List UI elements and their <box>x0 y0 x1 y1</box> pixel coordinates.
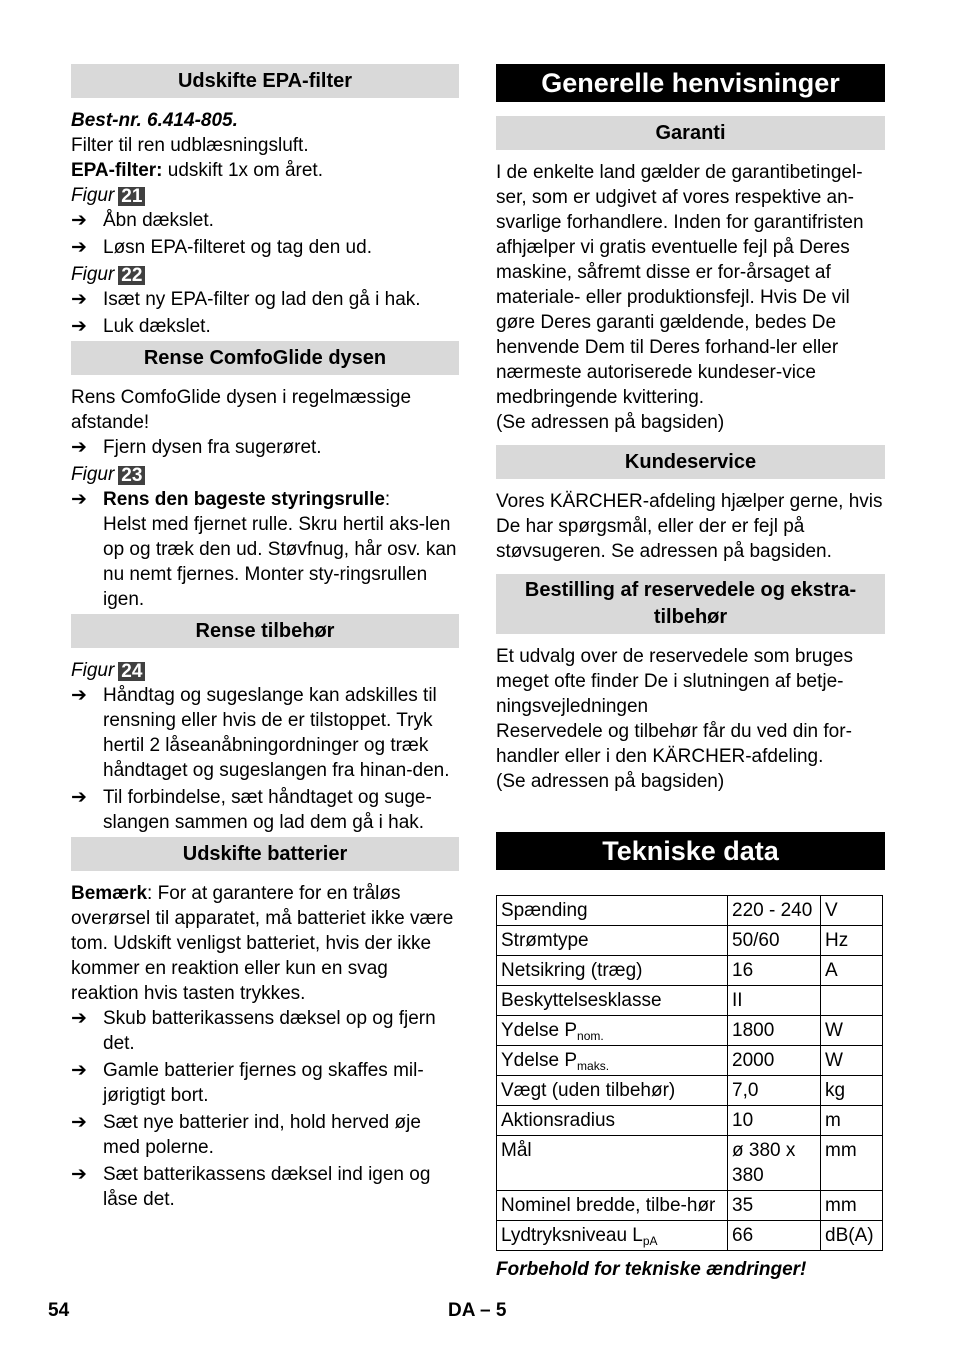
right-column <box>496 64 885 1282</box>
parts-text-1: Et udvalg over de reservedele som bruges meget ofte finder De i slutningen af betje-ningsvejledningen <box>496 646 853 717</box>
figure-label: Figur <box>71 264 115 285</box>
figure-ref <box>71 658 459 683</box>
list-item: ➔ Gamle batterier fjernes og skaffes mil-jørigtigt bort. <box>71 1060 424 1106</box>
arrow-right-icon: ➔ <box>71 1112 87 1133</box>
table-cell-value: II <box>728 986 821 1016</box>
list-item: ➔ Fjern dysen fra sugerøret. <box>71 437 322 458</box>
chapter-title-tech: Tekniske data <box>496 832 885 870</box>
table-cell-unit: mm <box>821 1191 883 1221</box>
list-item: ➔ Isæt ny EPA-filter og lad den gå i hak. <box>71 289 421 310</box>
table-cell-unit: kg <box>821 1076 883 1106</box>
table-cell-label: Aktionsradius <box>497 1106 728 1136</box>
table-cell-unit: V <box>821 896 883 926</box>
table-cell-label: Ydelse $P_{maks.}$ <box>497 1046 728 1076</box>
arrow-right-icon: ➔ <box>71 1164 87 1185</box>
arrow-right-icon: ➔ <box>71 1008 87 1029</box>
figure-ref <box>71 262 459 287</box>
table-cell-unit: Hz <box>821 926 883 956</box>
comfoglide-intro: Rens ComfoGlide dysen i regelmæssige afstande! <box>71 387 412 433</box>
figure-ref <box>71 183 459 208</box>
parts-text-2: Reservedele og tilbehør får du ved din for-handler eller i den KÄRCHER-afdeling. <box>496 721 852 767</box>
arrow-right-icon: ➔ <box>71 316 87 337</box>
list-item: ➔ Sæt nye batterier ind, hold herved øje med polerne. <box>71 1112 421 1158</box>
figure-ref <box>71 462 459 487</box>
list-item: ➔ Sæt batterikassens dæksel ind igen og låse det. <box>71 1164 431 1210</box>
list-item: ➔ Håndtag og sugeslange kan adskilles til rensning eller hvis de er tilstoppet. Tryk hertil 2 låseanåbningordninger og træk håndtaget og sugeslangen fra hinan-den. <box>71 685 450 781</box>
arrow-right-icon: ➔ <box>71 289 87 310</box>
tech-data-table <box>496 895 883 1251</box>
table-cell-label: Lydtryksniveau $L_{pA}$ <box>497 1221 728 1251</box>
table-row <box>497 1046 883 1076</box>
table-cell-value: 7,0 <box>728 1076 821 1106</box>
list-item: ➔ Åbn dækslet. <box>71 210 214 231</box>
section-title-batteries: Udskifte batterier <box>71 837 459 871</box>
battery-note: Bemærk: For at garantere for en tråløs overørsel til apparatet, må batteriet ikke være tom. Udskift venligst batteriet, hvis der ikke kommer en reaktion eller kun en svag reaktion hvis tasten trykkes. <box>71 883 454 1004</box>
table-row <box>497 1221 883 1251</box>
service-text: Vores KÄRCHER-afdeling hjælper gerne, hvis De har spørgsmål, eller der er fejl på støvsugeren. Se adressen på bagsiden. <box>496 491 883 562</box>
table-cell-unit: m <box>821 1106 883 1136</box>
table-cell-unit: dB(A) <box>821 1221 883 1251</box>
list-item: ➔ Løsn EPA-filteret og tag den ud. <box>71 237 372 258</box>
order-number: Best-nr. 6.414-805. <box>71 110 238 131</box>
arrow-right-icon: ➔ <box>71 437 87 458</box>
table-cell-value: 2000 <box>728 1046 821 1076</box>
arrow-right-icon: ➔ <box>71 1060 87 1081</box>
figure-number-badge: 22 <box>118 266 145 285</box>
language-page-label: DA – 5 <box>448 1300 507 1321</box>
list-item: ➔ Rens den bageste styringsrulle: Helst med fjernet rulle. Skru hertil aks-len op og træk den ud. Støvfnug, hår osv. kan nu nemt fjernes. Monter sty-ringsrullen igen. <box>71 489 457 610</box>
table-row <box>497 1016 883 1046</box>
section-title-accessories: Rense tilbehør <box>71 614 459 648</box>
table-cell-value: ø 380 x 380 <box>728 1136 821 1191</box>
accessories-steps <box>71 683 459 835</box>
warranty-address-note: (Se adressen på bagsiden) <box>496 412 725 433</box>
epa-steps-a <box>71 208 459 260</box>
table-row <box>497 1136 883 1191</box>
arrow-right-icon: ➔ <box>71 210 87 231</box>
list-item: ➔ Til forbindelse, sæt håndtaget og suge-slangen sammen og lad dem gå i hak. <box>71 787 432 833</box>
arrow-right-icon: ➔ <box>71 685 87 706</box>
table-cell-unit: A <box>821 956 883 986</box>
warranty-text: I de enkelte land gælder de garantibetingel-ser, som er udgivet af vores respektive an-svarlige forhandlere. Inden for garantifristen afhjælper vi gratis eventuelle fejl på Deres maskine, såfremt disse er for-årsaget af materiale- eller produktionsfejl. Hvis De vil gøre Deres garanti gældende, bedes De henvende Dem til Deres forhand-ler eller nærmeste autoriserede kundeser-vice medbringende kvittering. <box>496 162 864 408</box>
figure-label: Figur <box>71 660 115 681</box>
left-column <box>71 64 459 1214</box>
table-cell-label: Strømtype <box>497 926 728 956</box>
section-title-comfoglide: Rense ComfoGlide dysen <box>71 341 459 375</box>
epa-description: Filter til ren udblæsningsluft. <box>71 135 309 156</box>
comfoglide-steps-a <box>71 435 459 460</box>
comfoglide-steps-b <box>71 487 459 612</box>
table-cell-value: 16 <box>728 956 821 986</box>
table-row <box>497 1076 883 1106</box>
table-cell-unit: mm <box>821 1136 883 1191</box>
table-row <box>497 1191 883 1221</box>
table-cell-value: 10 <box>728 1106 821 1136</box>
section-title-service: Kundeservice <box>496 445 885 479</box>
figure-number-badge: 23 <box>118 466 145 485</box>
arrow-right-icon: ➔ <box>71 237 87 258</box>
table-cell-value: 1800 <box>728 1016 821 1046</box>
list-item: ➔ Luk dækslet. <box>71 316 211 337</box>
tech-footnote: Forbehold for tekniske ændringer! <box>496 1259 807 1280</box>
table-cell-value: 66 <box>728 1221 821 1251</box>
chapter-title-general: Generelle henvisninger <box>496 64 885 102</box>
epa-label: EPA-filter: <box>71 160 163 181</box>
battery-steps <box>71 1006 459 1212</box>
table-cell-unit: W <box>821 1016 883 1046</box>
table-cell-label: Beskyttelsesklasse <box>497 986 728 1016</box>
section-title-warranty: Garanti <box>496 116 885 150</box>
figure-label: Figur <box>71 185 115 206</box>
table-row <box>497 1106 883 1136</box>
section-title-spare-parts: Bestilling af reservedele og ekstra-tilbehør <box>496 574 885 634</box>
table-cell-label: Vægt (uden tilbehør) <box>497 1076 728 1106</box>
table-row <box>497 926 883 956</box>
table-cell-value: 50/60 <box>728 926 821 956</box>
table-row <box>497 956 883 986</box>
table-row <box>497 986 883 1016</box>
table-cell-value: 220 - 240 <box>728 896 821 926</box>
section-title-epa: Udskifte EPA-filter <box>71 64 459 98</box>
table-cell-unit: W <box>821 1046 883 1076</box>
table-cell-label: Ydelse $P_{nom.}$ <box>497 1016 728 1046</box>
table-cell-unit <box>821 986 883 1016</box>
figure-number-badge: 21 <box>118 187 145 206</box>
page-number: 54 <box>48 1300 70 1321</box>
figure-label: Figur <box>71 464 115 485</box>
table-cell-label: Mål <box>497 1136 728 1191</box>
epa-steps-b <box>71 287 459 339</box>
epa-interval <box>71 158 459 183</box>
table-row <box>497 896 883 926</box>
figure-number-badge: 24 <box>118 662 145 681</box>
list-item: ➔ Skub batterikassens dæksel op og fjern det. <box>71 1008 436 1054</box>
epa-interval-text: udskift 1x om året. <box>162 160 323 181</box>
table-cell-label: Spænding <box>497 896 728 926</box>
table-cell-value: 35 <box>728 1191 821 1221</box>
arrow-right-icon: ➔ <box>71 787 87 808</box>
table-cell-label: Netsikring (træg) <box>497 956 728 986</box>
table-cell-label: Nominel bredde, tilbe-hør <box>497 1191 728 1221</box>
arrow-right-icon: ➔ <box>71 489 87 510</box>
parts-address-note: (Se adressen på bagsiden) <box>496 771 725 792</box>
